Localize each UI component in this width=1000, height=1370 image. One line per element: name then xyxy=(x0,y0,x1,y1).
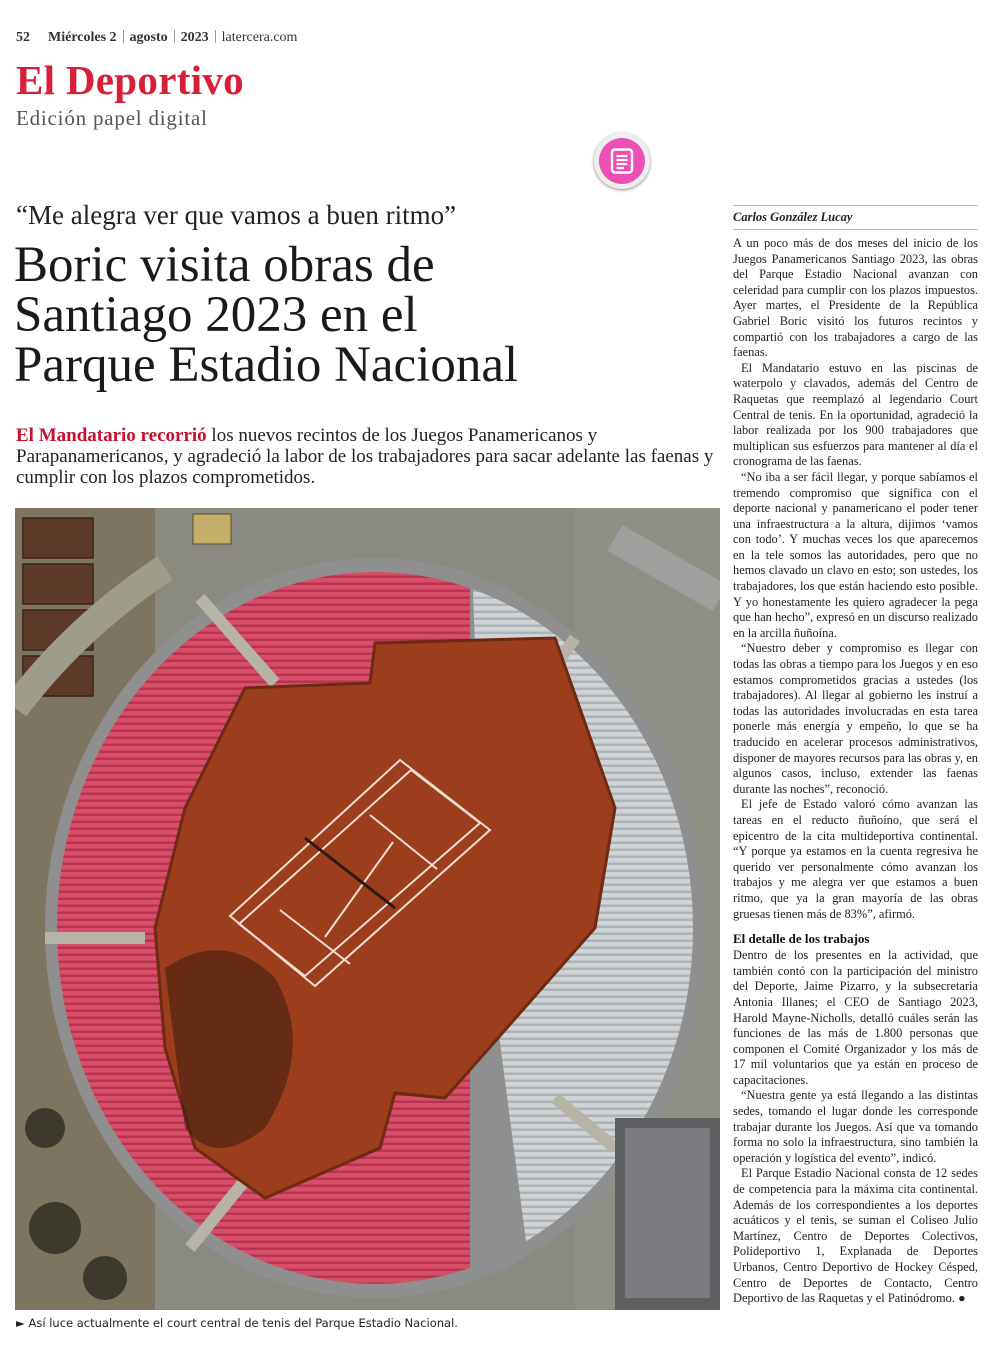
body-paragraph-text: El Parque Estadio Nacional consta de 12 sedes de competencia para la máxima cita continental. Además de los correspondientes a los deportes acuáticos y el tenis, se suman el Coliseo Julio Martínez, Centro de Deportes Colectivos, Polideportivo 1, Explanada de Deportes Urbanos, Centro Deportivo de Hockey Césped, Centro de Deportes de Contacto, Centro Deportivo de las Raquetas y el Patinódromo. xyxy=(733,1166,978,1306)
byline: Carlos González Lucay xyxy=(733,206,978,230)
caption-text: Así luce actualmente el court central de tenis del Parque Estadio Nacional. xyxy=(28,1316,458,1330)
header-site: latercera.com xyxy=(221,30,298,45)
document-lines-icon xyxy=(599,138,645,184)
article-text-button[interactable] xyxy=(594,133,650,189)
bullet-icon: ● xyxy=(958,1291,966,1306)
body-paragraph-last xyxy=(733,1166,978,1306)
section-title: El Deportivo xyxy=(16,57,244,103)
stadium-aerial-photo xyxy=(15,508,720,1310)
triangle-right-icon: ► xyxy=(16,1316,29,1330)
body-paragraph: El Mandatario estuvo en las piscinas de waterpolo y clavados, además del Centro de Raquetas que reemplazó al legendario Court Central de tenis. En la oportunidad, agradeció la labor realizada por los 900 trabajadores que multiplican sus esfuerzos para mantener al día el cronograma de las faenas. xyxy=(733,360,978,469)
divider xyxy=(123,30,124,43)
divider xyxy=(174,30,175,43)
header-year: 2023 xyxy=(180,30,209,45)
lead-text: los nuevos recintos de los Juegos Panamericanos y Parapanamericanos, y agradeció la labor de los trabajadores para sacar adelante las faenas y cumplir con los plazos comprometidos. xyxy=(16,425,714,488)
page-number: 52 xyxy=(16,30,30,45)
divider xyxy=(215,30,216,43)
headline-line: Boric visita obras de xyxy=(14,237,435,293)
article-headline xyxy=(14,237,714,393)
lead-highlight: El Mandatario recorrió xyxy=(16,425,207,446)
header-month: agosto xyxy=(129,30,168,45)
header-day: Miércoles 2 xyxy=(48,30,117,45)
stadium-illustration xyxy=(15,508,720,1310)
edition-label: Edición papel digital xyxy=(16,106,208,130)
body-paragraph: “Nuestro deber y compromiso es llegar con todas las obras a tiempo para los Juegos y en eso estamos comprometidos gracias a ustedes (los trabajadores). Al llegar al gobierno les instruí a todas las autoridades involucradas en esta tarea ponerle más energía y empeño, lo que se ha traducido en acelerar procesos administrativos, disponer de mayores recursos para las obras y, en algunos casos, incluso, extender las faenas durante las noches”, reconoció. xyxy=(733,641,978,796)
headline-line: Santiago 2023 en el xyxy=(14,287,418,343)
body-paragraph: Dentro de los presentes en la actividad, que también contó con la participación del ministro del Deporte, Jaime Pizarro, y la subsecretaria Antonia Illanes; el CEO de Santiago 2023, Harold Mayne-Nicholls, detalló cuáles serán las funciones de las más de 1.800 personas que componen el Comité Organizador y los más de 17 mil voluntarios que ya están en proceso de capacitaciones. xyxy=(733,948,978,1087)
article-lead xyxy=(16,425,716,488)
body-paragraph: “No iba a ser fácil llegar, y porque sabíamos el tremendo compromiso que significa con el deporte nacional y panamericano el poder tener una infraestructura a la altura, dijimos ‘vamos con todo’. Y muchas veces los que aparecemos en la tele somos las autoridades, pero que no hemos clavado un clavo en esto; son ustedes, los trabajadores, los que están haciendo esto posible. Y yo honestamente les quiero agradecer la pega que han hecho”, expresó en un discurso realizado en la arcilla ñuñoína. xyxy=(733,469,978,640)
headline-line: Parque Estadio Nacional xyxy=(14,337,519,393)
body-subheading: El detalle de los trabajos xyxy=(733,931,870,947)
body-paragraph: A un poco más de dos meses del inicio de los Juegos Panamericanos Santiago 2023, las obras del Parque Estadio Nacional avanzan con celeridad para cumplir con los plazos impuestos. Ayer martes, el Presidente de la República Gabriel Boric visitó los futuros recintos y compartió con los trabajadores a cargo de las faenas. xyxy=(733,236,978,360)
photo-caption xyxy=(16,1316,458,1330)
body-paragraph: “Nuestra gente ya está llegando a las distintas sedes, tomando el lugar donde les corresponde trabajar durante los Juegos. Así que va tomando forma no solo la infraestructura, sino también la operación y logística del evento”, indicó. xyxy=(733,1088,978,1165)
article-kicker: “Me alegra ver que vamos a buen ritmo” xyxy=(16,200,457,230)
body-paragraph: El jefe de Estado valoró cómo avanzan las tareas en el reducto ñuñoíno, que será el epicentro de la cita multideportiva continental. “Y porque ya estamos en la cuenta regresiva he querido ver personalmente cómo avanzan los trabajos y me alegra ver que estamos a buen ritmo, que ya la gran mayoría de las obras gruesas tienen más de 83%”, afirmó. xyxy=(733,797,978,921)
article-body-column xyxy=(733,205,978,1307)
page-header-bar xyxy=(16,30,297,46)
